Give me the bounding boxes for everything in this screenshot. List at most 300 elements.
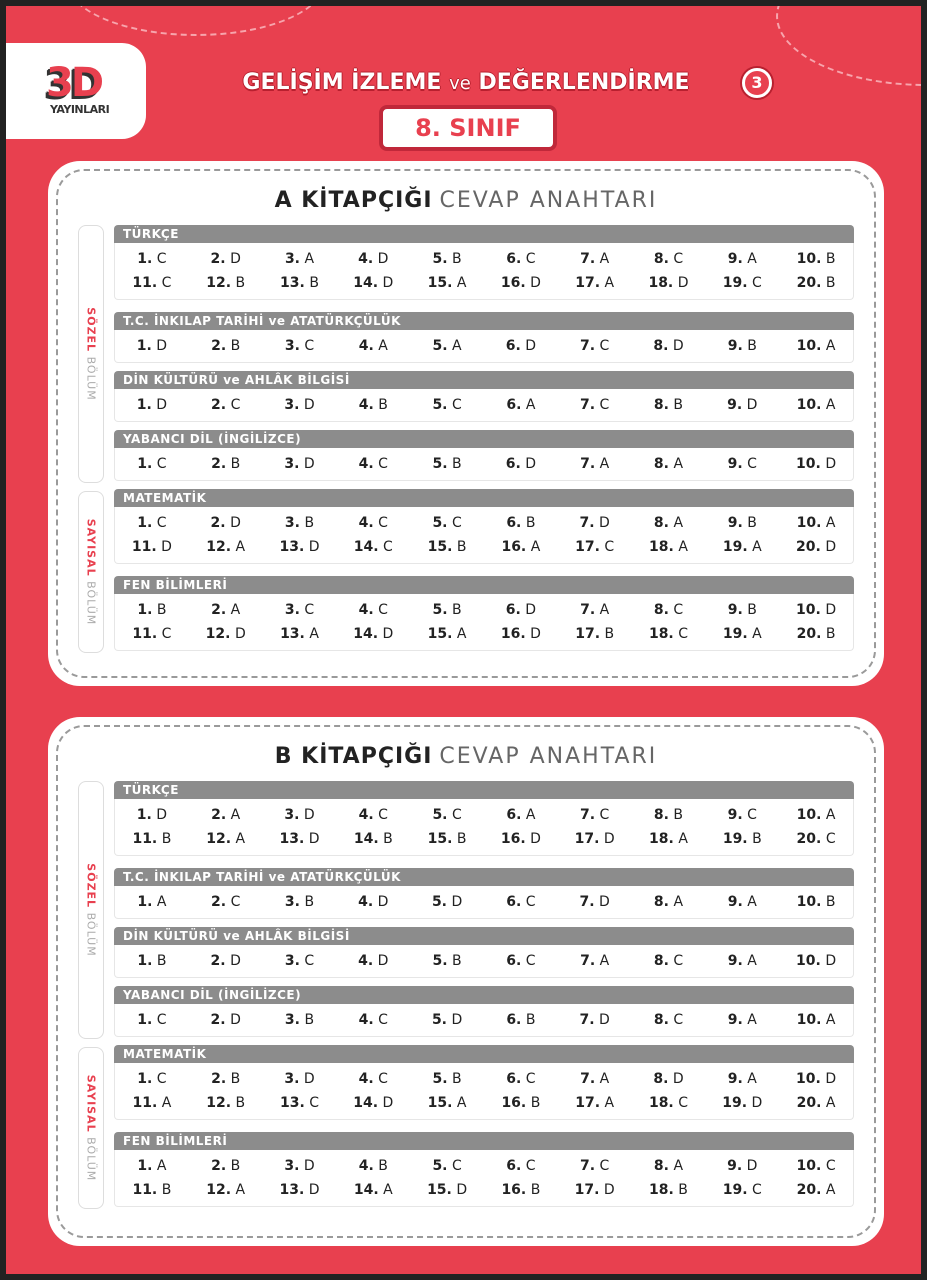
answer-cell — [484, 251, 558, 267]
answer-cell — [705, 602, 779, 618]
answer-cell — [336, 1012, 410, 1028]
answer-cell — [632, 338, 706, 354]
answer-cell — [336, 338, 410, 354]
answer-letter: C — [678, 1095, 688, 1111]
question-number: 1. — [136, 338, 152, 354]
booklet-a-title — [48, 188, 884, 213]
answer-letter: C — [304, 953, 315, 969]
question-number: 3. — [284, 807, 300, 823]
subject-block — [114, 371, 854, 422]
answer-letter: C — [304, 602, 315, 618]
answer-letter: A — [747, 1071, 757, 1087]
answer-cell — [484, 1182, 558, 1198]
answer-row — [115, 827, 853, 851]
question-number: 2. — [210, 953, 226, 969]
question-number: 8. — [653, 251, 669, 267]
question-number: 8. — [653, 1071, 669, 1087]
answer-cell — [705, 1071, 779, 1087]
answer-cell — [484, 602, 558, 618]
answer-cell — [263, 539, 337, 555]
answer-letter: B — [304, 1012, 315, 1028]
answer-letter: D — [161, 539, 172, 555]
answer-letter: A — [456, 626, 467, 642]
question-number: 17. — [575, 626, 601, 642]
answer-row — [115, 1008, 853, 1032]
question-number: 19. — [722, 1182, 748, 1198]
answer-cell — [263, 1158, 337, 1174]
answer-letter: C — [378, 807, 388, 823]
answer-letter: D — [156, 338, 168, 354]
answer-cell — [115, 397, 189, 413]
answer-letter: D — [746, 1158, 758, 1174]
question-number: 17. — [575, 539, 600, 555]
answer-letter: A — [378, 338, 388, 354]
question-number: 11. — [132, 1095, 158, 1111]
answer-letter: D — [672, 1071, 684, 1087]
answer-cell — [558, 397, 632, 413]
answer-letter: B — [378, 1158, 388, 1174]
issue-number-badge: 3 — [742, 68, 772, 98]
answer-cell — [189, 456, 263, 472]
question-number: 4. — [358, 953, 374, 969]
answer-cell — [632, 397, 706, 413]
answer-letter: C — [673, 602, 684, 618]
question-number: 10. — [796, 1158, 822, 1174]
answer-letter: C — [825, 1158, 836, 1174]
subject-block — [114, 225, 854, 300]
answer-cell — [484, 338, 558, 354]
decorative-curve-right — [776, 6, 921, 86]
question-number: 13. — [279, 539, 305, 555]
answer-letter: B — [304, 894, 315, 910]
answer-cell — [779, 1095, 853, 1111]
answer-letter: D — [230, 515, 241, 531]
booklet-b-title — [48, 744, 884, 769]
question-number: 17. — [574, 1182, 600, 1198]
answer-letter: A — [235, 831, 246, 847]
question-number: 6. — [506, 1158, 522, 1174]
section-label-grey: BÖLÜM — [84, 581, 98, 626]
sozel-section-label — [85, 863, 98, 956]
answer-cell — [484, 1012, 558, 1028]
answer-cell — [410, 275, 484, 291]
answer-cell — [484, 515, 558, 531]
question-number: 6. — [506, 397, 522, 413]
answer-cell — [115, 807, 189, 823]
question-number: 20. — [796, 831, 822, 847]
answer-letter: A — [747, 894, 757, 910]
answer-letter: D — [825, 1071, 837, 1087]
question-number: 10. — [796, 953, 821, 969]
section-label-grey: BÖLÜM — [84, 1137, 98, 1182]
answer-cell — [410, 539, 484, 555]
answer-row — [115, 535, 853, 559]
answer-letter: C — [525, 1071, 536, 1087]
question-number: 15. — [427, 275, 453, 291]
answer-cell — [558, 338, 632, 354]
question-number: 11. — [132, 275, 158, 291]
answer-letter: B — [235, 275, 246, 291]
answer-letter: A — [673, 894, 684, 910]
answer-letter: B — [825, 251, 836, 267]
question-number: 2. — [211, 1071, 227, 1087]
answer-letter: D — [530, 626, 541, 642]
question-number: 7. — [580, 1158, 596, 1174]
question-number: 7. — [579, 894, 595, 910]
question-number: 5. — [432, 602, 448, 618]
answer-letter: C — [599, 397, 610, 413]
answer-letter: D — [308, 539, 320, 555]
question-number: 10. — [796, 515, 822, 531]
answer-cell — [705, 831, 779, 847]
answer-cell — [779, 1071, 853, 1087]
answer-cell — [558, 1071, 632, 1087]
answer-letter: D — [230, 1012, 241, 1028]
answer-cell — [779, 515, 853, 531]
answer-letter: C — [230, 397, 241, 413]
question-number: 1. — [137, 515, 153, 531]
answer-cell — [336, 894, 410, 910]
question-number: 4. — [358, 397, 374, 413]
question-number: 8. — [653, 807, 669, 823]
answer-letter: A — [673, 456, 684, 472]
answer-cell — [705, 953, 779, 969]
answer-cell — [336, 1095, 410, 1111]
answer-cell — [484, 539, 558, 555]
answer-letter: A — [747, 953, 757, 969]
answer-cell — [779, 275, 853, 291]
answer-cell — [558, 1095, 632, 1111]
subject-block — [114, 1132, 854, 1207]
question-number: 12. — [206, 539, 232, 555]
answer-cell — [189, 515, 263, 531]
answer-grid — [114, 799, 854, 856]
answer-letter: A — [230, 602, 241, 618]
subject-title: DİN KÜLTÜRÜ ve AHLÂK BİLGİSİ — [114, 927, 854, 945]
section-label-grey: BÖLÜM — [84, 912, 98, 957]
answer-letter: C — [161, 275, 172, 291]
answer-cell — [558, 1012, 632, 1028]
subject-block — [114, 986, 854, 1037]
question-number: 5. — [432, 251, 448, 267]
question-number: 7. — [580, 1071, 596, 1087]
question-number: 15. — [427, 1095, 453, 1111]
answer-cell — [410, 338, 484, 354]
subject-block — [114, 927, 854, 978]
question-number: 4. — [358, 1071, 374, 1087]
answer-grid — [114, 594, 854, 651]
question-number: 4. — [358, 602, 374, 618]
answer-letter: C — [825, 831, 836, 847]
question-number: 14. — [353, 626, 379, 642]
logo-mark: 3D — [46, 60, 102, 106]
answer-cell — [263, 275, 337, 291]
question-number: 13. — [279, 1095, 305, 1111]
question-number: 16. — [501, 1182, 527, 1198]
question-number: 3. — [284, 1012, 300, 1028]
answer-row — [115, 949, 853, 973]
answer-letter: C — [747, 807, 757, 823]
question-number: 5. — [432, 338, 448, 354]
question-number: 12. — [205, 626, 231, 642]
question-number: 6. — [506, 1012, 522, 1028]
question-number: 18. — [649, 1182, 674, 1198]
answer-cell — [632, 1071, 706, 1087]
question-number: 9. — [727, 1012, 743, 1028]
question-number: 3. — [284, 602, 300, 618]
answer-cell — [115, 1182, 189, 1198]
answer-cell — [632, 831, 706, 847]
answer-letter: A — [530, 539, 541, 555]
question-number: 17. — [575, 1095, 601, 1111]
answer-letter: C — [678, 626, 688, 642]
answer-cell — [336, 807, 410, 823]
answer-letter: B — [530, 1095, 541, 1111]
booklet-title-light: CEVAP ANAHTARI — [439, 188, 658, 213]
answer-cell — [189, 1095, 263, 1111]
answer-cell — [779, 456, 853, 472]
answer-letter: A — [604, 1095, 615, 1111]
answer-cell — [189, 251, 263, 267]
answer-cell — [115, 539, 189, 555]
answer-letter: B — [230, 1071, 241, 1087]
answer-letter: D — [156, 807, 168, 823]
answer-cell — [705, 515, 779, 531]
question-number: 19. — [722, 1095, 748, 1111]
answer-letter: D — [751, 1095, 763, 1111]
question-number: 11. — [131, 539, 157, 555]
question-number: 18. — [648, 275, 674, 291]
title-part-2: DEĞERLENDİRME — [478, 70, 690, 95]
answer-letter: C — [525, 251, 536, 267]
booklet-title-bold: A KİTAPÇIĞI — [274, 188, 433, 213]
answer-cell — [779, 831, 853, 847]
answer-letter: B — [452, 602, 462, 618]
answer-cell — [263, 1095, 337, 1111]
answer-cell — [558, 807, 632, 823]
question-number: 6. — [506, 515, 522, 531]
question-number: 5. — [432, 1071, 448, 1087]
subject-block — [114, 781, 854, 856]
sozel-section-tab — [78, 781, 104, 1039]
answer-cell — [632, 1012, 706, 1028]
answer-cell — [336, 456, 410, 472]
question-number: 1. — [137, 894, 153, 910]
answer-cell — [189, 1012, 263, 1028]
question-number: 18. — [649, 539, 674, 555]
question-number: 7. — [580, 338, 596, 354]
question-number: 6. — [505, 338, 521, 354]
answer-cell — [410, 1071, 484, 1087]
answer-cell — [410, 397, 484, 413]
answer-cell — [115, 338, 189, 354]
answer-cell — [558, 275, 632, 291]
answer-letter: B — [752, 831, 762, 847]
answer-cell — [632, 275, 706, 291]
question-number: 20. — [796, 1182, 822, 1198]
answer-letter: D — [525, 602, 537, 618]
subject-title: TÜRKÇE — [114, 781, 854, 799]
question-number: 19. — [722, 539, 748, 555]
answer-letter: D — [377, 894, 389, 910]
question-number: 9. — [727, 515, 743, 531]
answer-cell — [779, 953, 853, 969]
answer-letter: A — [525, 807, 536, 823]
subject-title: YABANCI DİL (İNGİLİZCE) — [114, 986, 854, 1004]
answer-cell — [705, 539, 779, 555]
question-number: 10. — [796, 894, 822, 910]
answer-letter: C — [599, 807, 610, 823]
answer-row — [115, 598, 853, 622]
answer-cell — [484, 456, 558, 472]
answer-letter: C — [604, 539, 615, 555]
question-number: 5. — [432, 807, 448, 823]
answer-cell — [632, 807, 706, 823]
question-number: 3. — [284, 456, 300, 472]
answer-letter: B — [452, 953, 462, 969]
question-number: 16. — [501, 539, 527, 555]
answer-cell — [558, 831, 632, 847]
logo-text: YAYINLARI — [50, 103, 110, 116]
answer-cell — [189, 1158, 263, 1174]
subject-title: MATEMATİK — [114, 489, 854, 507]
answer-letter: C — [230, 894, 241, 910]
answer-letter: C — [451, 1158, 462, 1174]
answer-letter: B — [452, 1071, 462, 1087]
answer-letter: B — [309, 275, 319, 291]
answer-row — [115, 803, 853, 827]
answer-letter: B — [825, 626, 836, 642]
answer-grid — [114, 448, 854, 481]
answer-cell — [263, 397, 337, 413]
answer-letter: A — [604, 275, 615, 291]
answer-letter: C — [309, 1095, 320, 1111]
answer-letter: D — [308, 1182, 320, 1198]
answer-cell — [115, 251, 189, 267]
question-number: 4. — [358, 807, 374, 823]
answer-letter: C — [451, 807, 462, 823]
question-number: 16. — [500, 831, 526, 847]
answer-letter: A — [825, 807, 836, 823]
question-number: 18. — [648, 1095, 674, 1111]
question-number: 11. — [132, 831, 158, 847]
answer-letter: A — [599, 953, 610, 969]
answer-cell — [336, 953, 410, 969]
answer-letter: C — [599, 1158, 610, 1174]
answer-row — [115, 1067, 853, 1091]
answer-cell — [779, 807, 853, 823]
answer-cell — [189, 626, 263, 642]
answer-letter: B — [456, 539, 467, 555]
subject-block — [114, 868, 854, 919]
section-label-red: SÖZEL — [84, 307, 98, 353]
answer-letter: C — [378, 1071, 388, 1087]
answer-cell — [336, 1158, 410, 1174]
answer-row — [115, 1178, 853, 1202]
answer-letter: C — [525, 894, 536, 910]
question-number: 10. — [796, 1012, 822, 1028]
answer-letter: C — [156, 251, 167, 267]
logo-box — [6, 43, 146, 139]
answer-cell — [632, 1182, 706, 1198]
answer-cell — [632, 539, 706, 555]
answer-letter: A — [678, 831, 688, 847]
answer-cell — [705, 626, 779, 642]
answer-letter: B — [156, 602, 167, 618]
question-number: 4. — [358, 1012, 374, 1028]
answer-letter: D — [230, 953, 241, 969]
answer-letter: A — [304, 251, 315, 267]
answer-cell — [410, 1158, 484, 1174]
answer-cell — [115, 1095, 189, 1111]
question-number: 7. — [580, 397, 596, 413]
question-number: 8. — [653, 515, 669, 531]
question-number: 2. — [210, 515, 226, 531]
answer-letter: A — [156, 1158, 167, 1174]
answer-letter: D — [530, 275, 541, 291]
booklet-b-panel — [48, 717, 884, 1246]
answer-cell — [263, 894, 337, 910]
answer-cell — [484, 831, 558, 847]
question-number: 2. — [211, 397, 227, 413]
answer-cell — [336, 397, 410, 413]
question-number: 7. — [580, 807, 596, 823]
question-number: 9. — [727, 251, 743, 267]
answer-letter: B — [525, 515, 536, 531]
answer-letter: B — [161, 831, 172, 847]
question-number: 1. — [136, 397, 152, 413]
question-number: 2. — [210, 1012, 226, 1028]
answer-cell — [115, 831, 189, 847]
answer-letter: D — [599, 1012, 610, 1028]
answer-letter: A — [161, 1095, 172, 1111]
question-number: 10. — [796, 397, 822, 413]
question-number: 8. — [653, 338, 669, 354]
answer-letter: D — [303, 1158, 315, 1174]
answer-cell — [705, 894, 779, 910]
question-number: 8. — [653, 456, 669, 472]
question-number: 10. — [796, 807, 822, 823]
answer-cell — [632, 515, 706, 531]
answer-letter: C — [599, 338, 610, 354]
question-number: 12. — [206, 275, 232, 291]
question-number: 4. — [358, 515, 374, 531]
question-number: 3. — [284, 953, 300, 969]
answer-cell — [558, 894, 632, 910]
answer-cell — [705, 338, 779, 354]
question-number: 7. — [579, 1012, 595, 1028]
answer-letter: B — [456, 831, 467, 847]
subject-block — [114, 1045, 854, 1120]
subject-title: FEN BİLİMLERİ — [114, 1132, 854, 1150]
answer-letter: B — [604, 626, 615, 642]
answer-letter: B — [383, 831, 393, 847]
subject-title: T.C. İNKILAP TARİHİ ve ATATÜRKÇÜLÜK — [114, 868, 854, 886]
answer-cell — [189, 1182, 263, 1198]
booklet-a-panel — [48, 161, 884, 686]
answer-letter: C — [156, 1071, 167, 1087]
answer-letter: D — [677, 275, 689, 291]
answer-cell — [263, 953, 337, 969]
answer-letter: B — [530, 1182, 541, 1198]
answer-letter: D — [377, 251, 389, 267]
answer-letter: A — [825, 338, 836, 354]
answer-letter: A — [747, 1012, 757, 1028]
answer-letter: C — [451, 515, 462, 531]
answer-letter: D — [825, 953, 837, 969]
answer-letter: C — [525, 1158, 536, 1174]
answer-letter: C — [156, 1012, 167, 1028]
